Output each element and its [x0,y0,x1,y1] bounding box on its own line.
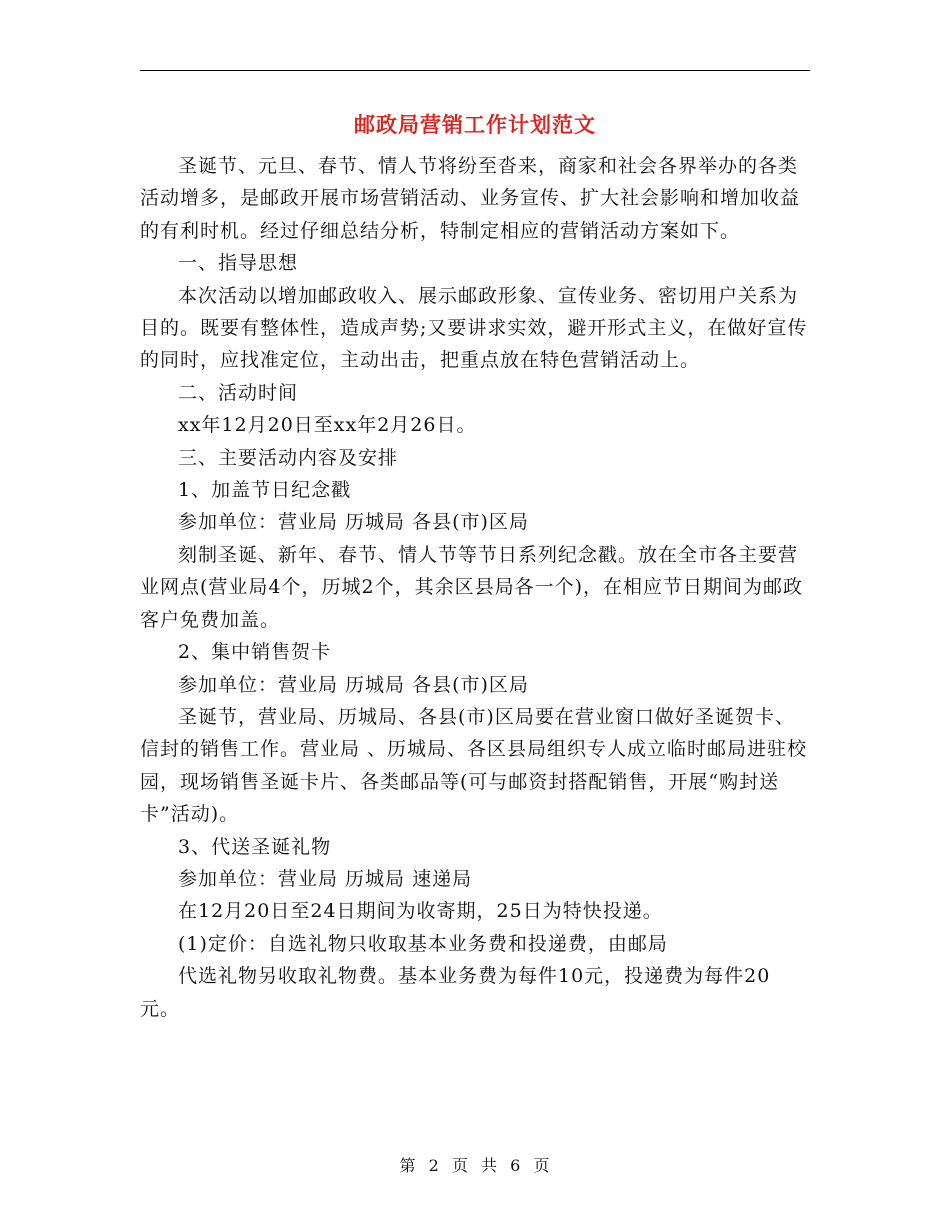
paragraph-gifts-period: 在12月20日至24日期间为收寄期，25日为特快投递。 [178,900,663,923]
heading-activity-time: 二、活动时间 [178,381,299,404]
footer-label-page: 第 [399,1156,417,1175]
paragraph-cards: 圣诞节，营业局、历城局、各县(市)区局要在营业窗口做好圣诞贺卡、信封的销售工作。营业局 、历城局、各区县局组织专人成立临时邮局进驻校园，现场销售圣诞卡片、各类邮品等(可与邮资封搭配销售，开展“购封送卡”活动)。 [140,705,808,826]
document-body [140,150,810,1025]
paragraph-activity-time: xx年12月20日至xx年2月26日。 [178,414,477,437]
page-footer [140,1153,810,1176]
heading-guiding-thought: 一、指导思想 [178,252,299,275]
paragraph-postmark: 刻制圣诞、新年、春节、情人节等节日系列纪念戳。放在全市各主要营业网点(营业局4个，历城2个，其余区县局各一个)，在相应节日期间为邮政客户免费加盖。 [140,543,804,631]
participants-cards: 参加单位：营业局 历城局 各县(市)区局 [178,673,529,696]
paragraph-guiding-thought: 本次活动以增加邮政收入、展示邮政形象、宣传业务、密切用户关系为目的。既要有整体性，造成声势;又要讲求实效，避开形式主义，在做好宣传的同时，应找准定位，主动出击，把重点放在特色营销活动上。 [140,284,808,372]
paragraph-gifts-fees: 代选礼物另收取礼物费。基本业务费为每件10元，投递费为每件20元。 [140,965,771,1020]
paragraph-gifts-pricing: (1)定价：自选礼物只收取基本业务费和投递费，由邮局 [178,932,668,955]
subheading-postmark: 1、加盖节日纪念戳 [178,479,352,502]
subheading-gifts: 3、代送圣诞礼物 [178,835,332,858]
footer-current-page: 2 [428,1156,440,1175]
header-rule [140,70,810,71]
subheading-cards: 2、集中销售贺卡 [178,641,332,664]
footer-label-total: 共 [481,1156,499,1175]
participants-postmark: 参加单位：营业局 历城局 各县(市)区局 [178,511,529,534]
footer-total-pages: 6 [510,1156,522,1175]
participants-gifts: 参加单位：营业局 历城局 速递局 [178,867,473,890]
footer-label-unit2: 页 [533,1156,551,1175]
paragraph-intro: 圣诞节、元旦、春节、情人节将纷至沓来，商家和社会各界举办的各类活动增多，是邮政开展市场营销活动、业务宣传、扩大社会影响和增加收益的有利时机。经过仔细总结分析，特制定相应的营销活动方案如下。 [140,155,801,242]
footer-label-unit: 页 [451,1156,469,1175]
heading-main-activities: 三、主要活动内容及安排 [178,446,399,469]
document-title: 邮政局营销工作计划范文 [354,112,596,137]
